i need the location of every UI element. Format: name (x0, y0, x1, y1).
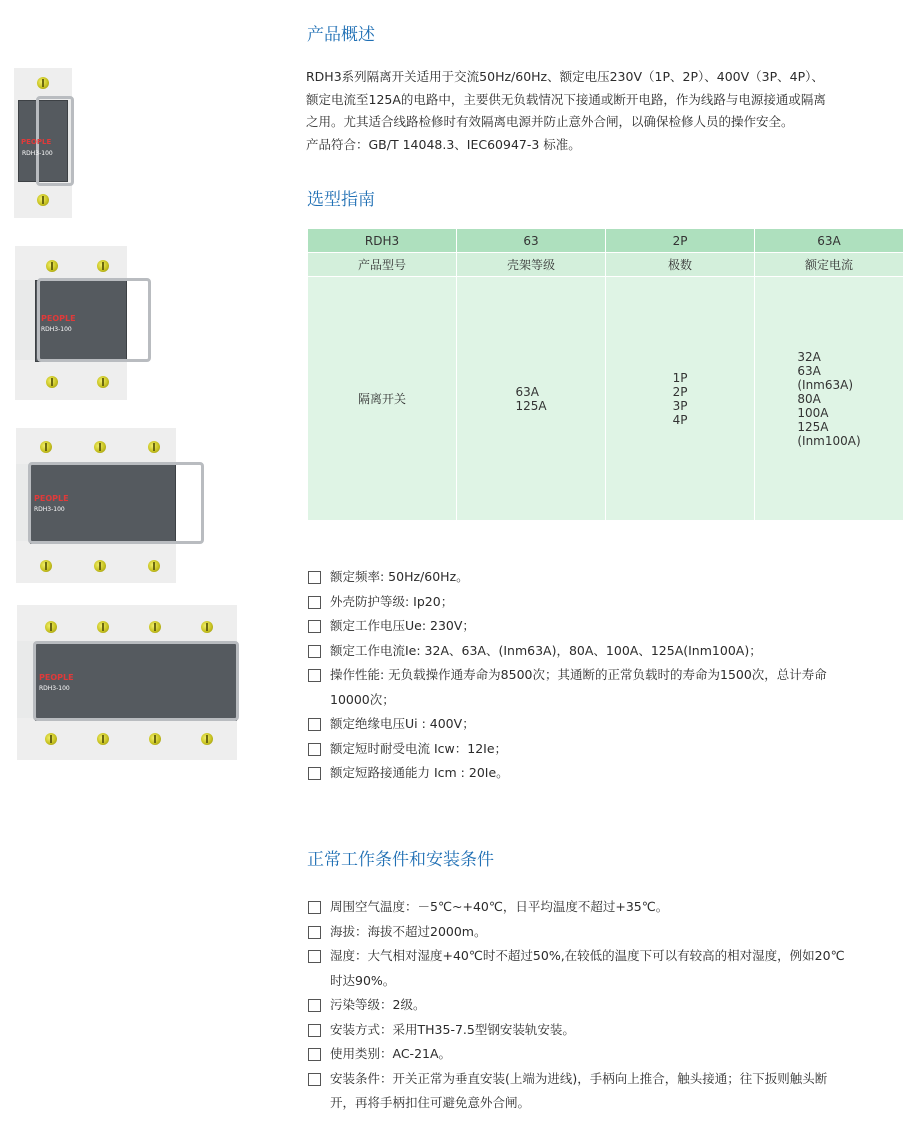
current-value: 32A (797, 349, 821, 364)
overview-line: RDH3系列隔离开关适用于交流50Hz/60Hz、额定电压230V（1P、2P）、400V（3P、4P）、 (306, 69, 824, 84)
current-value: (Inm100A) (797, 433, 861, 448)
checkbox-icon (308, 950, 321, 963)
model-label: RDH3-100 (34, 506, 65, 513)
checkbox-icon (308, 718, 321, 731)
table-row (308, 277, 904, 521)
list-item: 安装条件：开关正常为垂直安装(上端为进线)，手柄向上推合，触头接通；往下扳则触头断 开，再将手柄扣住可避免意外合闸。 (306, 1067, 916, 1116)
list-item: 额定短时耐受电流 Icw：12Ie； (306, 737, 916, 762)
current-value: 125A (797, 419, 829, 434)
list-item: 额定工作电压Ue: 230V； (306, 614, 916, 639)
overview-line: 产品符合：GB/T 14048.3、IEC60947-3 标准。 (306, 136, 581, 152)
model-label: RDH3-100 (41, 326, 72, 333)
list-item: 额定短路接通能力 Icm : 20Ie。 (306, 761, 916, 786)
spec-list (306, 565, 916, 786)
list-item: 外壳防护等级: Ip20； (306, 590, 916, 615)
current-value: (Inm63A) (797, 377, 854, 392)
table-cell: 额定电流 (755, 253, 904, 277)
selection-heading: 选型指南 (307, 190, 375, 210)
checkbox-icon (308, 999, 321, 1012)
overview-text (306, 66, 910, 156)
list-item: 湿度：大气相对湿度+40℃时不超过50%,在较低的温度下可以有较高的相对湿度，例如20℃ 时达90%。 (306, 944, 916, 993)
table-cell: 2P (606, 229, 755, 253)
product-image-4p (17, 605, 237, 760)
overview-line: 之用。尤其适合线路检修时有效隔离电源并防止意外合闸，以确保检修人员的操作安全。 (306, 114, 794, 129)
model-label: RDH3-100 (39, 685, 70, 692)
frame-value: 63A (515, 384, 539, 399)
pole-value: 3P (672, 398, 688, 413)
product-image-1p (14, 68, 72, 218)
selection-table (307, 228, 904, 521)
checkbox-icon (308, 669, 321, 682)
checkbox-icon (308, 645, 321, 658)
list-item: 海拔：海拔不超过2000m。 (306, 920, 916, 945)
overview-heading: 产品概述 (307, 25, 375, 45)
table-cell: 壳架等级 (457, 253, 606, 277)
table-row (308, 253, 904, 277)
list-item: 安装方式：采用TH35-7.5型钢安装轨安装。 (306, 1018, 916, 1043)
table-row (308, 229, 904, 253)
pole-value: 1P (672, 370, 688, 385)
table-cell: 产品型号 (308, 253, 457, 277)
list-item: 污染等级：2级。 (306, 993, 916, 1018)
model-label: RDH3-100 (22, 150, 53, 157)
conditions-list (306, 895, 916, 1116)
frame-value: 125A (515, 398, 547, 413)
checkbox-icon (308, 596, 321, 609)
checkbox-icon (308, 743, 321, 756)
product-image-2p (15, 246, 127, 400)
table-cell: 63 (457, 229, 606, 253)
checkbox-icon (308, 1073, 321, 1086)
checkbox-icon (308, 767, 321, 780)
table-cell (606, 277, 755, 521)
list-item: 额定绝缘电压Ui : 400V； (306, 712, 916, 737)
table-cell (755, 277, 904, 521)
current-value: 63A (797, 363, 821, 378)
pole-value: 2P (672, 384, 688, 399)
pole-value: 4P (672, 412, 688, 427)
checkbox-icon (308, 571, 321, 584)
list-item: 额定频率: 50Hz/60Hz。 (306, 565, 916, 590)
checkbox-icon (308, 901, 321, 914)
table-cell (457, 277, 606, 521)
current-value: 80A (797, 391, 821, 406)
checkbox-icon (308, 620, 321, 633)
table-cell: 极数 (606, 253, 755, 277)
list-item: 额定工作电流Ie: 32A、63A、(Inm63A)，80A、100A、125A(Inm100A)； (306, 639, 916, 664)
list-item: 操作性能: 无负载操作通寿命为8500次；其通断的正常负载时的寿命为1500次，总计寿命 10000次； (306, 663, 916, 712)
checkbox-icon (308, 1024, 321, 1037)
conditions-heading: 正常工作条件和安装条件 (307, 850, 494, 870)
table-cell: RDH3 (308, 229, 457, 253)
list-item: 使用类别：AC-21A。 (306, 1042, 916, 1067)
table-cell: 隔离开关 (308, 277, 457, 521)
list-item: 周围空气温度：－5℃~+40℃，日平均温度不超过+35℃。 (306, 895, 916, 920)
product-image-3p (16, 428, 176, 583)
checkbox-icon (308, 1048, 321, 1061)
brand-logo: PEOPLE (41, 314, 76, 323)
checkbox-icon (308, 926, 321, 939)
brand-logo: PEOPLE (34, 494, 69, 503)
brand-logo: PEOPLE (21, 138, 52, 146)
product-images (0, 0, 300, 1126)
table-cell: 63A (755, 229, 904, 253)
current-value: 100A (797, 405, 829, 420)
overview-line: 额定电流至125A的电路中，主要供无负载情况下接通或断开电路，作为线路与电源接通或隔离 (306, 91, 826, 107)
brand-logo: PEOPLE (39, 673, 74, 682)
